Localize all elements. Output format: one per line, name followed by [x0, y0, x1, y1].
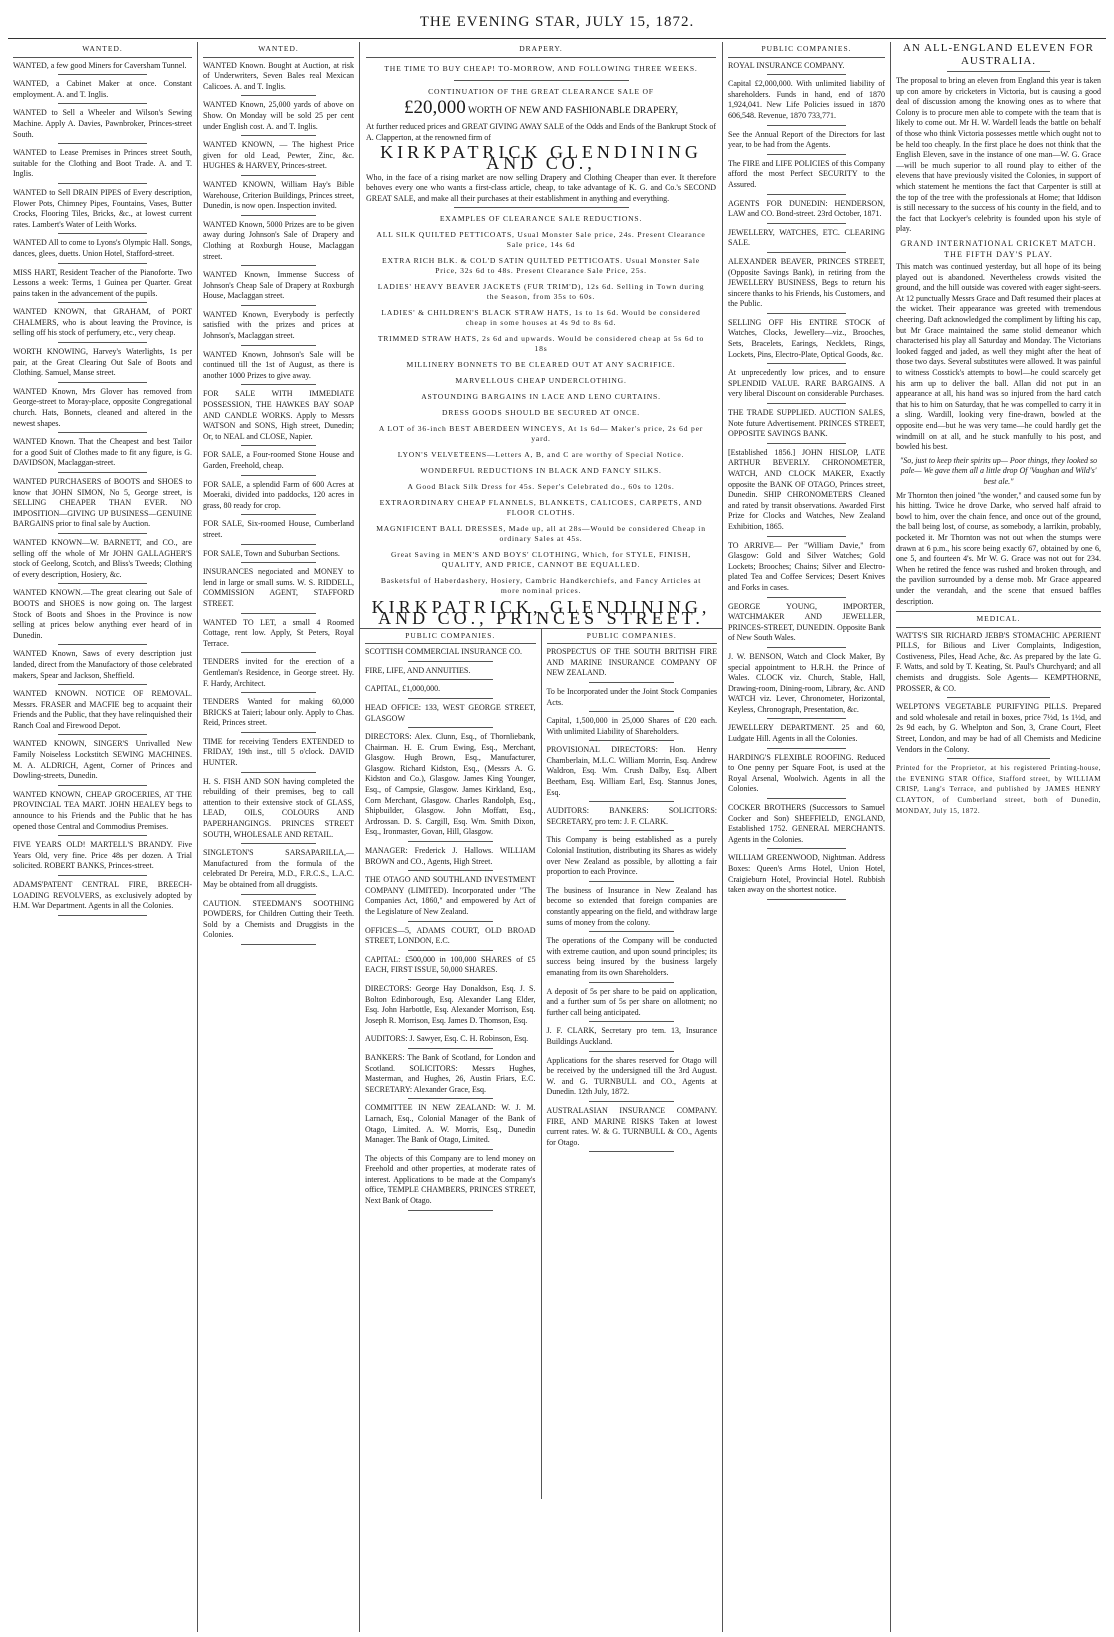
divider: [408, 979, 493, 980]
advertisement: TENDERS invited for the erection of a Gentleman's Residence, in George street. Hy. F. Hardy, Architect.: [203, 657, 354, 688]
advertisement: WANTED Known. Bought at Auction, at risk of Underwriters, Seven Bales real Mexican Calicoes. A. and T. Inglis.: [203, 60, 354, 91]
divider: [58, 263, 148, 264]
drapery-item: Basketsful of Haberdashery, Hosiery, Cambric Handkerchiefs, and Fancy Articles at more nominal prices.: [380, 576, 702, 596]
wanted-ads-list: [13, 61, 192, 916]
advertisement: FOR SALE, Six-roomed House, Cumberland street.: [203, 519, 354, 539]
advertisement: OFFICES—5, ADAMS COURT, OLD BROAD STREET, LONDON, E.C.: [365, 925, 536, 946]
divider: [58, 785, 148, 786]
divider: [947, 71, 1050, 72]
drapery-firm-name: KIRKPATRICK GLENDINING AND CO.,: [380, 142, 702, 173]
drapery-item: A Good Black Silk Dress for 45s. Seper's Celebrated do., 60s to 120s.: [407, 482, 675, 492]
divider: [947, 697, 1050, 698]
drapery-item: DRESS GOODS SHOULD BE SECURED AT ONCE.: [442, 408, 640, 418]
divider: [241, 475, 317, 476]
advertisement: WANTED to Lease Premises in Princes street South, suitable for the Clothing and Boot Trade. A. and T. Inglis.: [13, 148, 192, 179]
newspaper-page: [8, 42, 1106, 1632]
divider: [589, 1021, 674, 1022]
divider: [767, 194, 846, 195]
divider: [241, 215, 317, 216]
advertisement: WANTED KNOWN. NOTICE OF REMOVAL. Messrs. FRASER and MACFIE beg to acquaint their Friends and the Public, that they have relinquished their Ranch Coal and Firewood Depot.: [13, 689, 192, 730]
advertisement: WILLIAM GREENWOOD, Nightman. Address Boxes: Queen's Arms Hotel, Union Hotel, Craigieburn Hotel, Provincial Hotel. Rubbish taken away on the shortest notice.: [728, 853, 885, 895]
advertisement: A deposit of 5s per share to be paid on application, and a further sum of 5s per share on allotment; no further call being anticipated.: [546, 986, 717, 1017]
drapery-examples-heading: EXAMPLES OF CLEARANCE SALE REDUCTIONS.: [439, 214, 643, 224]
divider: [241, 843, 317, 844]
advertisement: Applications for the shares reserved for Otago will be received by the undersigned till the 3rd August. W. and G. TURNBULL and CO., Agents at Dunedin. 12th July, 1872.: [546, 1055, 717, 1097]
advertisement: WANTED, a few good Miners for Caversham Tunnel.: [13, 60, 187, 70]
advertisement: TIME for receiving Tenders EXTENDED to FRIDAY, 19th inst., till 5 o'clock. DAVID HUNTER.: [203, 736, 354, 768]
divider: [58, 233, 148, 234]
advertisement: TENDERS Wanted for making 60,000 BRICKS at Taieri; labour only. Apply to Chas. Reid, Princes street.: [203, 697, 354, 728]
public-companies-left: [360, 629, 542, 1499]
advertisement: JEWELLERY DEPARTMENT. 25 and 60, Ludgate Hill. Agents in all the Colonies.: [728, 723, 885, 744]
section-header-wanted: WANTED.: [13, 42, 192, 58]
advertisement: WANTED Known, Everybody is perfectly satisfied with the prizes and prices at Johnson's, Maclaggan street.: [203, 309, 354, 341]
column-drapery-public: [360, 42, 723, 1632]
divider: [241, 265, 317, 266]
drapery-body: Who, in the face of a rising market are now selling Drapery and Clothing Cheaper than ever. It therefore behoves every one who wants a first-class article, cheap, to take advantage of K. G. and Co.'s SECOND GREAT SALE, and make all their purchases at their establishment in anything and everything.: [366, 172, 716, 203]
drapery-item-list: [366, 230, 716, 596]
advertisement: DIRECTORS: George Hay Donaldson, Esq. J. S. Bolton Edinborough, Esq. Alexander Lang Elder, Esq. John Harbottle, Esq. Alexander Morrison, Esq. Joseph R. Morrison, Esq. James D. Thomson, Esq.: [365, 983, 536, 1025]
drapery-item: LYON'S VELVETEENS—Letters A, B, and C are worthy of Special Notice.: [397, 450, 685, 460]
divider: [767, 74, 846, 75]
advertisement: WANTED, a Cabinet Maker at once. Constant employment. A. and T. Inglis.: [13, 79, 192, 99]
public-left-list: [365, 647, 536, 1211]
divider: [767, 748, 846, 749]
public-companies-block: [360, 628, 722, 1499]
advertisement: Capital, 1,500,000 in 25,000 Shares of £20 each. With unlimited Liability of Shareholders.: [546, 716, 717, 736]
advertisement: WANTED Known, 5000 Prizes are to be given away during Johnson's Sale of Drapery and Clothing at Roxburgh House, Maclaggan street.: [203, 219, 354, 261]
advertisement: WANTED KNOWN, SINGER'S Unrivalled New Family Noiseless Lockstitch SEWING MACHINES. M. A. ALDRICH, Agent, Corner of Princes and Dowling-streets, Dunedin.: [13, 739, 192, 781]
advertisement: FOR SALE, Town and Suburban Sections.: [203, 548, 340, 558]
advertisement: CAPITAL, £1,000,000.: [365, 684, 441, 694]
advertisement: The operations of the Company will be conducted with extreme caution, and upon sound principles; its success being insured by the business largely emanating from its own Shareholders.: [546, 936, 717, 977]
advertisement: At unprecedently low prices, and to ensure SPLENDID VALUE. RARE BARGAINS. A very liberal Discount on considerable Purchases.: [728, 368, 885, 399]
divider: [589, 1151, 674, 1152]
advertisement: WANTED TO LET, a small 4 Roomed Cottage, rent low. Apply, St Peters, Royal Terrace.: [203, 617, 354, 648]
advertisement: SCOTTISH COMMERCIAL INSURANCE CO.: [365, 647, 523, 657]
divider: [241, 95, 317, 96]
divider: [767, 718, 846, 719]
advertisement: WANTED All to come to Lyons's Olympic Hall. Songs, dances, glees, duetts. Union Hotel, Stafford-street.: [13, 238, 192, 258]
advertisement: MISS HART, Resident Teacher of the Pianoforte. Two Lessons a week: Terms, 1 Guinea per Quarter. Great pains taken in the advancement of the pupils.: [13, 267, 192, 298]
divider: [408, 1210, 493, 1211]
section-header-medical: MEDICAL.: [896, 611, 1101, 628]
divider: [589, 711, 674, 712]
article-paragraph-2: This match was continued yesterday, but all hope of its being played out is abandoned. Nevertheless crowds visited the ground, and the hill outside was covered with eager sight-seers. At 12 punctually Messrs Grace and Daft resumed their places at the wicket. Their appearance was greeted with tremendous cheering. Daft acknowledged the compliment by lifting his cap, but Mr Grace maintained the same stolid demeanor which characterised his play all Saturday and Monday. The Victorians looked fagged and jaded, as well they might after the heat of those two days. Several substitutes were allowed. It was painful to witness Cosstick's attempts to bowl—he could scarcely get his arm up to deliver the ball. Allan did not put in an appearance at all, his hand was so injured from the hard catch that his to him on Saturday, that he was compelled to carry it in a sling. Wardill, looking very fine-drawn, bowled at the opposite end—but he was very tame—he could hardly get the windmill on at all, and he stuck manfully to his post, and bowled his best.: [896, 262, 1101, 452]
printer-imprint: Printed for the Proprietor, at his registered Printing-house, the EVENING STAR Office, Stafford street, by WILLIAM CRISP, Lang's Terrace, and published by JAMES HENRY CLAYTON, of Cumberland street, both of Dunedin, MONDAY, July 15, 1872.: [896, 764, 1101, 815]
divider: [58, 915, 148, 916]
divider: [767, 848, 846, 849]
divider: [589, 740, 674, 741]
advertisement: ADAMS'PATENT CENTRAL FIRE, BREECH-LOADING REVOLVERS, as exclusively adopted by H.M. War Department. Agents in all the Colonies.: [13, 880, 192, 911]
divider: [767, 154, 846, 155]
advertisement: AGENTS FOR DUNEDIN: HENDERSON, LAW and CO. Bond-street. 23rd October, 1871.: [728, 198, 885, 219]
article-subtitle: GRAND INTERNATIONAL CRICKET MATCH. THE FIFTH DAY'S PLAY.: [900, 238, 1097, 259]
advertisement: WANTED KNOWN.—The great clearing out Sale of BOOTS and SHOES is now going on. The largest Stock of Boots and Shoes in the Province is now selling at prices below anything ever heard of in Dunedin.: [13, 588, 192, 640]
divider: [408, 1048, 493, 1049]
advertisement: J. F. CLARK, Secretary pro tem. 13, Insurance Buildings Auckland.: [546, 1026, 717, 1046]
advertisement: DIRECTORS: Alex. Clunn, Esq., of Thornliebank, Chairman. H. E. Crum Ewing, Esq., Merchant, Glasgow. Hugh Brown, Esq., Manufacturer, Glasgow. Richard Kidston, Esq., (Messrs A. G. Kidston and Co.), Glasgow. James King Younger, Esq., of Campsie, Glasgow. James Kirkland, Esq., Corn Merchant, Glasgow. Charles Randolph, Esq., Shipbuilder, Glasgow. John Moffatt, Esq., Ardrossan. D. S. Cargill, Esq. Wm. Smith Dixon, Esq., Ironmaster, Govan, Hill, Glasgow.: [365, 732, 536, 837]
drapery-item: ASTOUNDING BARGAINS IN LACE AND LENO CURTAINS.: [421, 392, 661, 402]
section-header-public: PUBLIC COMPANIES.: [728, 42, 885, 58]
divider: [58, 143, 148, 144]
divider: [408, 661, 493, 662]
divider: [947, 758, 1050, 759]
divider: [408, 921, 493, 922]
divider: [589, 931, 674, 932]
divider: [408, 870, 493, 871]
advertisement: TO ARRIVE— Per "William Davie," from Glasgow: Gold and Silver Watches; Gold Lockets; Brooches; Chains; Silver and Electro-plated Tea and Coffee Services; Desert Knives and Forks in cases.: [728, 540, 885, 592]
drapery-item: EXTRA RICH BLK. & COL'D SATIN QUILTED PETTICOATS. Usual Monster Sale Price, 32s 6d to 48s. Present Clearance Sale Price, 25s.: [382, 256, 700, 276]
divider: [241, 384, 317, 385]
divider: [241, 445, 317, 446]
advertisement: COMMITTEE IN NEW ZEALAND: W. J. M. Larnach, Esq., Colonial Manager of the Bank of Otago, Limited. A. W. Morris, Esq., Dunedin Manager. The Bank of Otago, Limited.: [365, 1103, 536, 1145]
advertisement: FOR SALE, a Four-roomed Stone House and Garden, Freehold, cheap.: [203, 450, 354, 470]
divider: [58, 382, 148, 383]
drapery-item: MARVELLOUS CHEAP UNDERCLOTHING.: [455, 376, 627, 386]
advertisement: WANTED Known, Immense Success of Johnson's Cheap Sale of Drapery at Roxburgh House, Maclaggan street.: [203, 270, 354, 301]
masthead-rule: [8, 38, 1106, 39]
column-public-watchmakers: [723, 42, 891, 1632]
masthead: THE EVENING STAR, JULY 15, 1872.: [419, 14, 695, 30]
advertisement: HEAD OFFICE: 133, WEST GEORGE STREET, GLASGOW: [365, 702, 536, 723]
advertisement: SELLING OFF His ENTIRE STOCK of Watches, Clocks, Jewellery—viz., Brooches, Sets, Bracelets, Earings, Necklets, Rings, Lockets, Pins, Electro-Plate, Optical Goods, &c.: [728, 317, 885, 359]
advertisement: AUDITORS: J. Sawyer, Esq. C. H. Robinson, Esq.: [365, 1034, 529, 1044]
column-wanted-1: [8, 42, 198, 1632]
advertisement: WANTED KNOWN, William Hay's Bible Warehouse, Criterion Buildings, Princes street, Dunedin, is now open. Inspection invited.: [203, 179, 354, 211]
advertisement: WANTED to Sell a Wheeler and Wilson's Sewing Machine. Apply A. Davies, Pawnbroker, Princes-street South.: [13, 108, 192, 139]
advertisement: HARDING'S FLEXIBLE ROOFING. Reduced to One penny per Square Foot, is used at the Royal Arsenal, Woolwich. Agents in all the Colonies.: [728, 752, 885, 794]
medical-ad-whelpton: WELPTON'S VEGETABLE PURIFYING PILLS. Prepared and sold wholesale and retail in boxes, price 7½d, 1s 1½d, and 2s 9d each, by G. Whelpton and Son, 3, Crane Court, Fleet Street, London, and may be had of all Chemists and Medicine Vendors in the Colony.: [896, 702, 1101, 754]
section-header-public-right: PUBLIC COMPANIES.: [547, 629, 718, 645]
divider: [767, 313, 846, 314]
divider: [241, 692, 317, 693]
advertisement: FIRE, LIFE, AND ANNUITIES.: [365, 665, 471, 675]
divider: [241, 135, 317, 136]
divider: [589, 1101, 674, 1102]
article-title: AN ALL-ENGLAND ELEVEN FOR AUSTRALIA.: [903, 42, 1094, 67]
drapery-footer: KIRKPATRICK, GLENDINING, AND CO., PRINCES STREET.: [371, 597, 711, 628]
advertisement: J. W. BENSON, Watch and Clock Maker, By special appointment to H.R.H. the Prince of Wales. CLOCK viz. Church, Stable, Hall, Drawing-room, Dining-room, Library, &c. AND WATCH viz. Lever, Chronometer, Horizontal, Keyless, Chronograph, Presentation, &c.: [728, 651, 885, 714]
watchmaker-ads-list: [728, 61, 885, 900]
divider: [58, 183, 148, 184]
advertisement: ALEXANDER BEAVER, PRINCES STREET, (Opposite Savings Bank), in retiring from the JEWELLERY BUSINESS, Begs to return his sincere thanks to his Friends, his Customers, and the Public.: [728, 256, 885, 309]
column-cricket-medical: [891, 42, 1106, 1632]
wanted-ads-list-2: [203, 61, 354, 945]
divider: [241, 772, 317, 773]
advertisement: SINGLETON'S SARSAPARILLA,— Manufactured from the formula of the celebrated Dr Pereira, M.D., F.R.C.S., L.A.C. May be obtained from all druggists.: [203, 848, 354, 889]
divider: [58, 302, 148, 303]
advertisement: FIVE YEARS OLD! MARTELL'S BRANDY. Five Years Old, very fine. Price 48s per dozen. A Trial solicited. ROBERT BANKS, Princes-street.: [13, 840, 192, 871]
divider: [241, 175, 317, 176]
advertisement: THE OTAGO AND SOUTHLAND INVESTMENT COMPANY (LIMITED). Incorporated under "The Companies Act, 1860," and empowered by Act of the Legislature of New Zealand.: [365, 875, 536, 916]
drapery-item: LADIES' HEAVY BEAVER JACKETS (FUR TRIM'D), 12s 6d. Selling in Town during the Season, from 35s to 60s.: [377, 282, 705, 302]
divider: [241, 652, 317, 653]
advertisement: MANAGER: Frederick J. Hallows. WILLIAM BROWN and CO., Agents, High Street.: [365, 846, 536, 866]
divider: [58, 583, 148, 584]
divider: [408, 841, 493, 842]
advertisement: JEWELLERY, WATCHES, ETC. CLEARING SALE.: [728, 227, 885, 248]
divider: [58, 74, 148, 75]
advertisement: COCKER BROTHERS (Successors to Samuel Cocker and Son) SHEFFIELD, ENGLAND, Established 1752. GENERAL MERCHANTS. Agents in the Colonies.: [728, 803, 885, 844]
advertisement: The objects of this Company are to lend money on Freehold and other properties, at moderate rates of interest. Applications to be made at the Company's office, TEMPLE CHAMBERS, PRINCES STREET, Next Bank of Otago.: [365, 1153, 536, 1206]
advertisement: CAUTION. STEEDMAN'S SOOTHING POWDERS, for Children Cutting their Teeth. Sold by a Chemists and Druggists in the Colonies.: [203, 898, 354, 940]
medical-ad-watts: WATTS'S SIR RICHARD JEBB'S STOMACHIC APERIENT PILLS, for Bilious and Liver Complaints, Indigestion, Costiveness, Piles, Head Ache, &c. As prepared by the late G. F. Watts, and sold by T. Keating, St. Paul's Churchyard; and all chemists and druggists. Sole Agents— KEMPTHORNE, PROSSER, & CO.: [896, 630, 1101, 693]
drapery-item: MAGNIFICENT BALL DRESSES, Made up, all at 28s—Would be considered Cheap in ordinary Sales at 45s.: [376, 524, 706, 544]
article-verse: "So, just to keep their spirits up— Poor things, they looked so pale— We gave them all a little drop Of 'Vaughan and Wild's' best ale.": [899, 455, 1098, 486]
divider: [408, 1029, 493, 1030]
drapery-item: TRIMMED STRAW HATS, 2s 6d and upwards. Would be considered cheap at 5s 6d to 18s: [377, 334, 705, 354]
divider: [767, 536, 846, 537]
advertisement: [Established 1856.] JOHN HISLOP, LATE ARTHUR BEVERLY. CHRONOMETER, WATCH, AND CLOCK MAKER, Exactly opposite the BANK OF OTAGO, Princes street, Dunedin. SHIP CHRONOMETERS Cleaned and rated by transit observations. Awarded First Prize for Clocks and Watches, New Zealand Exhibition, 1865.: [728, 447, 885, 531]
divider: [589, 881, 674, 882]
divider: [767, 899, 846, 900]
section-header-public-left: PUBLIC COMPANIES.: [365, 629, 536, 645]
advertisement: WANTED Known, Johnson's Sale will be continued till the 1st of August, as there is another 1000 Prizes to give away.: [203, 349, 354, 380]
advertisement: WANTED PURCHASERS of BOOTS and SHOES to know that JOHN SIMON, No 5, George street, is SELLING CHEAPER THAN EVER. NO IMPOSITION—GIVING UP BUSINESS—GENUINE BARGAINS prior to final sale by Auction.: [13, 477, 192, 529]
divider: [58, 684, 148, 685]
drapery-item: ALL SILK QUILTED PETTICOATS, Usual Monster Sale price, 24s. Present Clearance Sale price, 14s 6d: [376, 230, 706, 250]
advertisement: The business of Insurance in New Zealand has become so extended that foreign companies are constantly appearing on the field, and withdraw large sums of money from the colony.: [546, 885, 717, 927]
divider: [454, 80, 629, 81]
divider: [589, 1051, 674, 1052]
divider: [408, 727, 493, 728]
divider: [58, 472, 148, 473]
advertisement: WANTED Known, Saws of every description just landed, direct from the Manufactory of those celebrated makers, Spear and Jackson, Sheffield.: [13, 649, 192, 680]
divider: [58, 432, 148, 433]
advertisement: See the Annual Report of the Directors for last year, to be had from the Agents.: [728, 129, 885, 150]
advertisement: H. S. FISH AND SON having completed the rebuilding of their premises, beg to call attention to their extensive stock of GLASS, LEAD, OILS, COLOURS AND PAPERHANGINGS. PRINCES STREET SOUTH, WHOLESALE AND RETAIL.: [203, 776, 354, 839]
divider: [58, 342, 148, 343]
section-header-drapery: DRAPERY.: [366, 42, 716, 58]
section-header-wanted-2: WANTED.: [203, 42, 354, 58]
drapery-price-line: [376, 96, 706, 118]
divider: [408, 1149, 493, 1150]
advertisement: INSURANCES negociated and MONEY to lend in large or small sums. W. S. RIDDELL, COMMISSION AGENT, STAFFORD STREET.: [203, 567, 354, 608]
drapery-item: A LOT of 36-inch BEST ABERDEEN WINCEYS, At 1s 6d— Maker's price, 2s 6d per yard.: [378, 424, 704, 444]
public-right-list: [547, 647, 718, 1152]
advertisement: WANTED Known, Mrs Glover has removed from George-street to Moray-place, opposite Congregational church. Hats, Bonnets, cleaned and altered in the newest shapes.: [13, 386, 192, 428]
advertisement: WANTED KNOWN, — The highest Price given for old Lead, Pewter, Zinc, &c. HUGHES & HARVEY, Princes-street.: [203, 140, 354, 171]
divider: [241, 514, 317, 515]
drapery-item: EXTRAORDINARY CHEAP FLANNELS, BLANKETS, CALICOES, CARPETS, AND FLOOR CLOTHS.: [379, 498, 703, 518]
advertisement: CAPITAL: £500,000 in 100,000 SHARES of £5 EACH, FIRST ISSUE, 50,000 SHARES.: [365, 954, 536, 975]
divider: [767, 403, 846, 404]
advertisement: This Company is being established as a purely Colonial Institution, distributing its Shares as widely over New Zealand as possible, by allotting a fair proportion to each Province.: [546, 835, 717, 877]
drapery-item: Great Saving in MEN'S AND BOYS' CLOTHING, Which, for STYLE, FINISH, QUALITY, AND PRICE, CANNOT BE EQUALLED.: [390, 550, 692, 570]
advertisement: WANTED KNOWN, that GRAHAM, of PORT CHALMERS, who is about leaving the Province, is selling off his stock of perfumery, etc., very cheap.: [13, 307, 192, 338]
divider: [408, 698, 493, 699]
divider: [408, 679, 493, 680]
divider: [241, 732, 317, 733]
divider: [767, 363, 846, 364]
divider: [767, 125, 846, 126]
divider: [767, 647, 846, 648]
divider: [589, 682, 674, 683]
drapery-continuation: CONTINUATION OF THE GREAT CLEARANCE SALE OF: [428, 86, 654, 96]
column-wanted-2: [198, 42, 360, 1632]
article-paragraph-4: Mr Thornton then joined "the wonder," and caused some fun by his hitting. Twice he drove Darke, who served half afraid to bowl to him, over the chain fence, and once out of the ground, the ball being lost, of course, as somebody, a larrikin, probably, pocketed it. Mr Thornton was not out when the stumps were drawn at 6 p.m., his score being exactly 67, obtained by one 6, one 5, and fourteen 4's. Mr W. G. Grace was not out for 234. When he retired the fence was rushed and broken through, and the pavilion surrounded by a dense mob. Mr Grace appeared under the verandah, and the scene that ensued baffles description.: [896, 490, 1101, 606]
drapery-top: THE TIME TO BUY CHEAP! TO-MORROW, AND FOLLOWING THREE WEEKS.: [384, 63, 698, 73]
price-rest: WORTH OF NEW AND FASHIONABLE DRAPERY,: [467, 105, 678, 116]
divider: [589, 982, 674, 983]
divider: [241, 544, 317, 545]
drapery-item: LADIES' & CHILDREN'S BLACK STRAW HATS, 1s to 1s 6d. Would be considered cheap in some houses at 4s 9d to 8s 6d.: [381, 308, 701, 328]
divider: [589, 801, 674, 802]
price-amount: £20,000: [404, 96, 466, 118]
article-paragraph-1: The proposal to bring an eleven from England this year is taken up con amore by cricketers in Victoria, but is causing a good deal of discussion among the knowing ones as to where that Colony is to procure men able to compete with the team that is likely to come out. Mr H. W. Wardell leads the battle on behalf of those who think Victoria possesses mettle which ought not to be held too cheaply. In the first place he does not think that the English Eleven, save in the instance of one man—W. G. Grace—will be much superior to all round play to either of the elevens that have previously visited the Colonies, in support of which statement he mentions the fact that Carpenter is still at the top of the tree with the professionals at Home; that Iddison is still necessary to the success of his county in the field, and to the fact that Lockyer's celebrity is founded upon his style of play.: [896, 76, 1101, 234]
divider: [241, 562, 317, 563]
divider: [241, 894, 317, 895]
advertisement: GEORGE YOUNG, IMPORTER, WATCHMAKER AND JEWELLER, PRINCES-STREET, DUNEDIN. Opposite Bank of New South Wales.: [728, 601, 885, 643]
divider: [408, 1098, 493, 1099]
divider: [241, 345, 317, 346]
advertisement: To be Incorporated under the Joint Stock Companies Acts.: [546, 686, 717, 707]
advertisement: ROYAL INSURANCE COMPANY.: [728, 60, 845, 70]
divider: [767, 443, 846, 444]
advertisement: FOR SALE WITH IMMEDIATE POSSESSION, THE HAWKES BAY SOAP AND CANDLE WORKS. Apply to Messrs WATSON and SONS, High street, Dunedin; Or, to NEAL and CLOSE, Napier.: [203, 389, 354, 441]
advertisement: FOR SALE, a splendid Farm of 600 Acres at Moeraki, divided into paddocks, 120 acres in grass, 80 ready for crop.: [203, 479, 354, 510]
divider: [58, 103, 148, 104]
divider: [58, 644, 148, 645]
divider: [58, 875, 148, 876]
divider: [454, 207, 629, 208]
advertisement: AUSTRALASIAN INSURANCE COMPANY. FIRE, AND MARINE RISKS Taken at lowest current rates. W. & G. TURNBULL & CO., Agents for Otago.: [546, 1105, 717, 1147]
advertisement: PROSPECTUS OF THE SOUTH BRITISH FIRE AND MARINE INSURANCE COMPANY OF NEW ZEALAND.: [546, 647, 717, 678]
advertisement: THE TRADE SUPPLIED. AUCTION SALES, Note future Advertisement. PRINCES STREET, OPPOSITE SAVINGS BANK.: [728, 408, 885, 439]
divider: [58, 533, 148, 534]
divider: [589, 830, 674, 831]
divider: [58, 835, 148, 836]
advertisement: WANTED Known. That the Cheapest and best Tailor for a good Suit of Clothes made to fit any figure, is G. DAVIDSON, Maclaggan-street.: [13, 437, 192, 468]
divider: [767, 597, 846, 598]
public-companies-right: [542, 629, 723, 1499]
divider: [241, 613, 317, 614]
advertisement: BANKERS: The Bank of Scotland, for London and Scotland. SOLICITORS: Messrs Hughes, Masterman, and Hughes, 26, Austin Friars, E.C. SECRETARY: Alexander Grace, Esq.: [365, 1052, 536, 1094]
advertisement: WANTED KNOWN, CHEAP GROCERIES, AT THE PROVINCIAL TEA MART. JOHN HEALEY begs to announce to his Friends and the Public that he has opened those Central and Commodius Premises.: [13, 789, 192, 831]
divider: [58, 734, 148, 735]
advertisement: AUDITORS: BANKERS: SOLICITORS: SECRETARY, pro tem: J. F. CLARK.: [546, 806, 717, 826]
advertisement: WORTH KNOWING, Harvey's Waterlights, 1s per pair, at the Great Clearing Out Sale of Boots and Clothing. Samuel, Manse street.: [13, 347, 192, 378]
divider: [408, 950, 493, 951]
advertisement: Capital £2,000,000. With unlimited liability of shareholders. Funds in hand, end of 1870 1,924,041. New Life Policies issued in 1870 606,548. Revenue, 1870 733,771.: [728, 79, 885, 120]
divider: [241, 305, 317, 306]
divider: [767, 798, 846, 799]
drapery-item: WONDERFUL REDUCTIONS IN BLACK AND FANCY SILKS.: [420, 466, 662, 476]
advertisement: WANTED Known, 25,000 yards of above on Show. On Monday will be sold 25 per cent under English cost. A. and T. Inglis.: [203, 100, 354, 131]
drapery-intro: At further reduced prices and GREAT GIVING AWAY SALE of the Odds and Ends of the Bankrupt Stock of A. Clapperton, at the renowned firm of: [366, 122, 716, 142]
divider: [241, 944, 317, 945]
advertisement: WANTED to Sell DRAIN PIPES of Every description, Flower Pots, Chimney Pipes, Fountains, Vases, Butter Crocks, Flooring Tiles, Bricks, &c., at lowest current rates. Lambert's Water of Leith Works.: [13, 187, 192, 229]
advertisement: PROVISIONAL DIRECTORS: Hon. Henry Chamberlain, M.L.C. William Morrin, Esq. Andrew Waldron, Esq. Wm. Crush Dalby, Esq. Albert Beetham, Esq. William Earl, Esq. Stannus Jones, Esq.: [546, 745, 717, 797]
advertisement: The FIRE and LIFE POLICIES of this Company afford the most Perfect SECURITY to the Assured.: [728, 158, 885, 189]
divider: [767, 223, 846, 224]
drapery-item: MILLINERY BONNETS TO BE CLEARED OUT AT ANY SACRIFICE.: [406, 360, 676, 370]
divider: [767, 252, 846, 253]
advertisement: WANTED KNOWN—W. BARNETT, and CO., are selling off the whole of Mr JOHN GALLAGHER'S stock of Geelong, Scotch, and Bliss's Tweeds; Clothing of every description, Hosiery, &c.: [13, 537, 192, 579]
